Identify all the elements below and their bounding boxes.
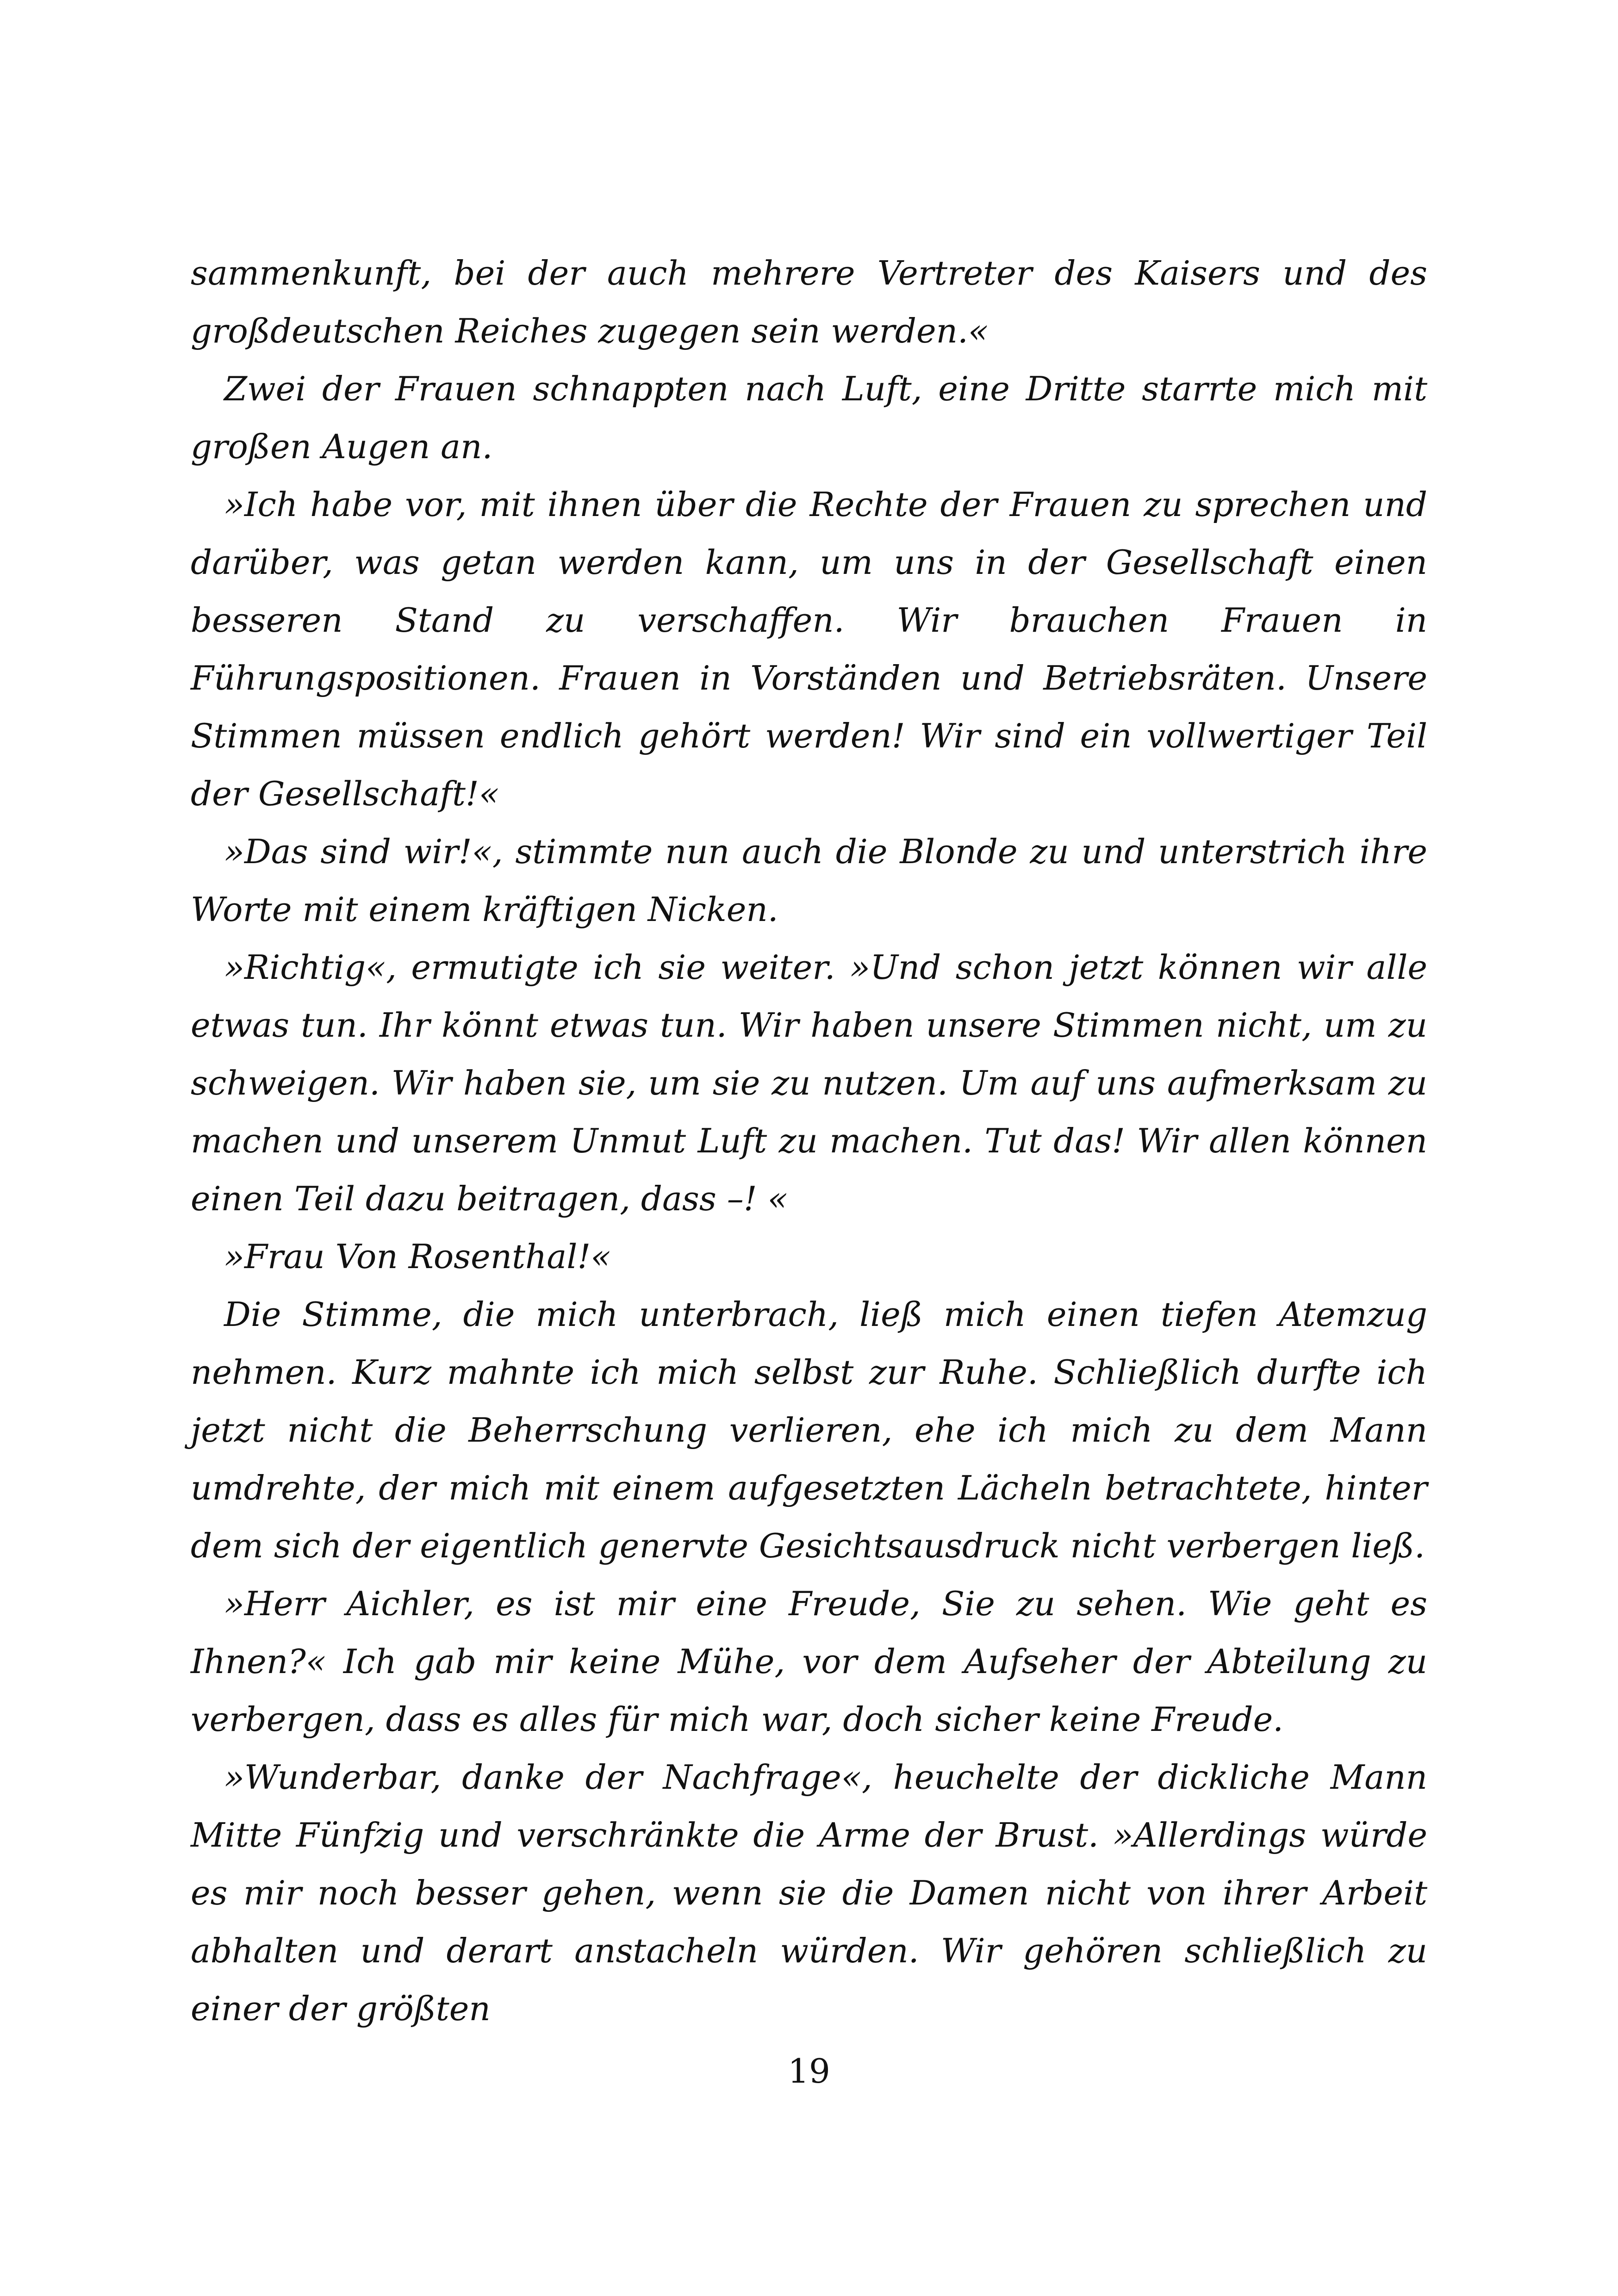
paragraph: »Herr Aichler, es ist mir eine Freude, Sie zu sehen. Wie geht es Ihnen?« Ich gab mir keine Mühe, vor dem Aufseher der Abteilung zu verbergen, dass es alles für mich war, doch sicher keine Freude. [191, 1584, 1427, 1739]
paragraph: »Ich habe vor, mit ihnen über die Rechte der Frauen zu sprechen und darüber, was getan werden kann, um uns in der Gesellschaft einen besseren Stand zu verschaffen. Wir brauchen Frauen in Führungspositionen. Frauen in Vorständen und Betriebsräten. Unsere Stimmen müssen endlich gehört werden! Wir sind ein vollwertiger Teil der Gesellschaft!« [191, 485, 1427, 813]
paragraph: Die Stimme, die mich unterbrach, ließ mich einen tiefen Atemzug nehmen. Kurz mahnte ich mich selbst zur Ruhe. Schließlich durfte ich jetzt nicht die Beherrschung verlieren, ehe ich mich zu dem Mann umdrehte, der mich mit einem aufgesetzten Lächeln betrachtete, hinter dem sich der eigentlich genervte Gesichtsausdruck nicht verbergen ließ. [191, 1295, 1427, 1565]
paragraph: »Wunderbar, danke der Nachfrage«, heuchelte der dickliche Mann Mitte Fünfzig und verschränkte die Arme der Brust. »Allerdings würde es mir noch besser gehen, wenn sie die Damen nicht von ihrer Arbeit abhalten und derart anstacheln würden. Wir gehören schließlich zu einer der größten [191, 1758, 1427, 2028]
body-text [191, 244, 1427, 2038]
page-number: 19 [788, 2052, 830, 2091]
paragraph: »Frau Von Rosenthal!« [224, 1237, 611, 1276]
paragraph: »Das sind wir!«, stimmte nun auch die Blonde zu und unterstrich ihre Worte mit einem kräftigen Nicken. [191, 832, 1427, 929]
paragraph: »Richtig«, ermutigte ich sie weiter. »Und schon jetzt können wir alle etwas tun. Ihr könnt etwas tun. Wir haben unsere Stimmen nicht, um zu schweigen. Wir haben sie, um sie zu nutzen. Um auf uns aufmerksam zu machen und unserem Unmut Luft zu machen. Tut das! Wir allen können einen Teil dazu beitragen, dass –! « [191, 948, 1427, 1218]
paragraph: Zwei der Frauen schnappten nach Luft, eine Dritte starrte mich mit großen Augen an. [191, 369, 1427, 466]
paragraph: sammenkunft, bei der auch mehrere Vertreter des Kaisers und des großdeutschen Reiches zugegen sein werden.« [191, 254, 1427, 350]
